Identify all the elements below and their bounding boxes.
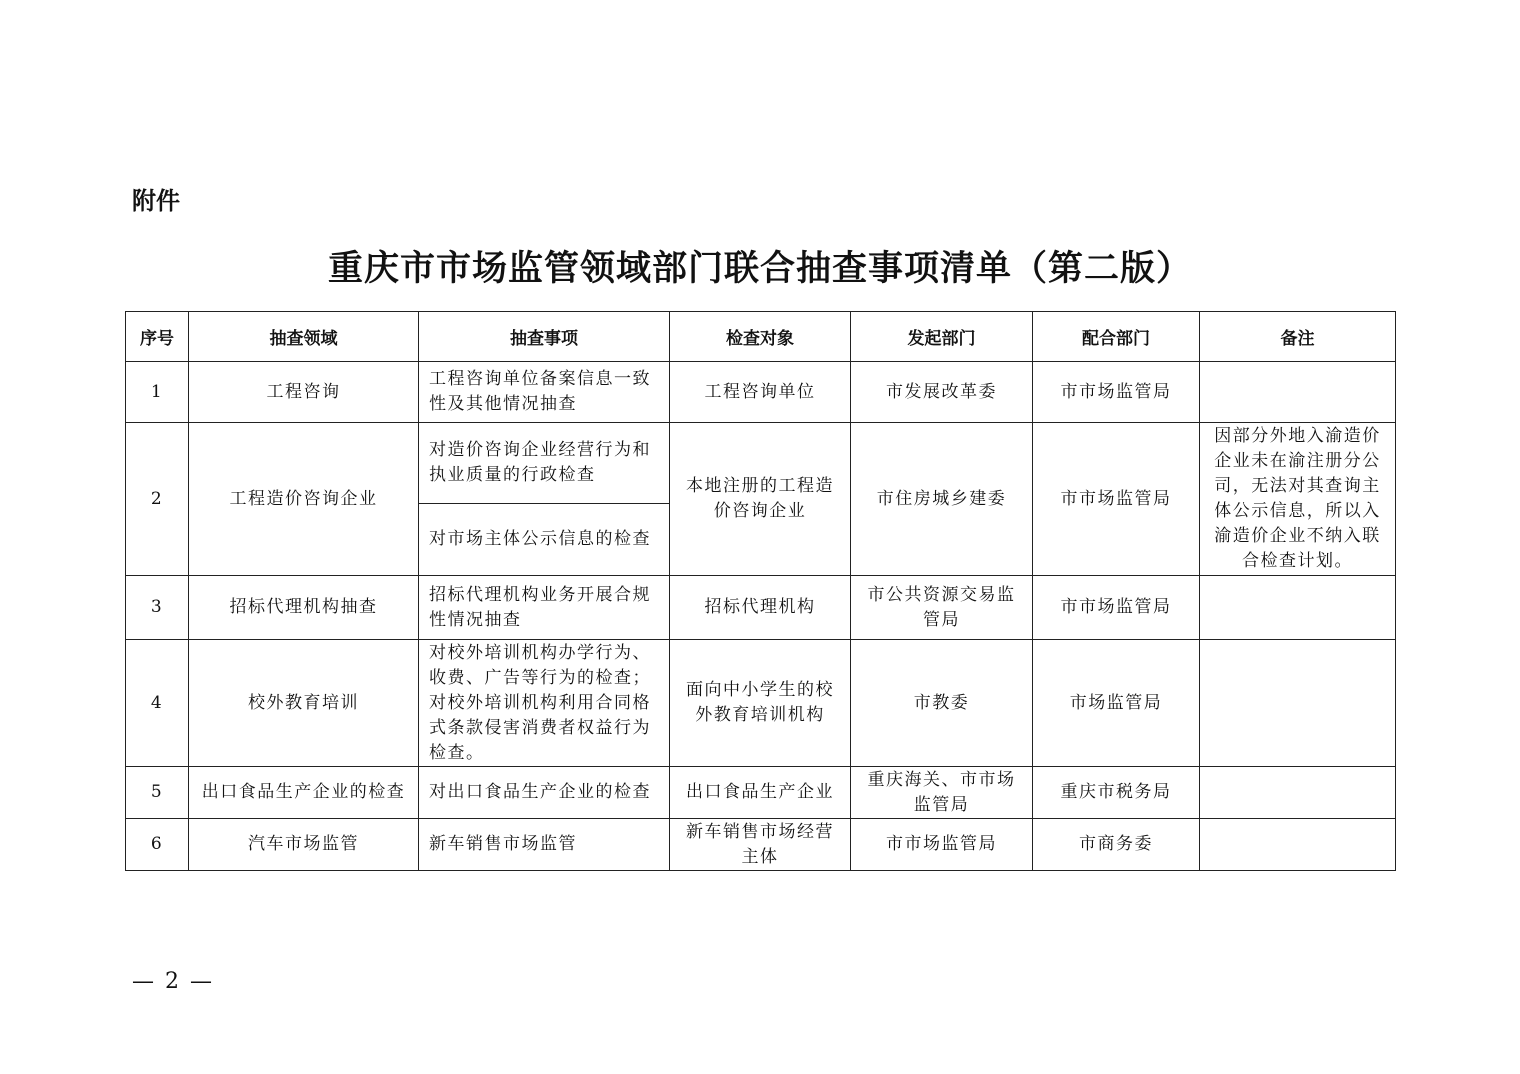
header-target: 检查对象 — [670, 312, 851, 362]
cell-cooperator: 市市场监管局 — [1033, 362, 1200, 423]
header-no: 序号 — [126, 312, 189, 362]
cell-cooperator: 重庆市税务局 — [1033, 767, 1200, 819]
header-domain: 抽查领域 — [189, 312, 419, 362]
cell-initiator: 市公共资源交易监管局 — [851, 576, 1033, 640]
cell-target: 面向中小学生的校外教育培训机构 — [670, 640, 851, 767]
cell-target: 本地注册的工程造价咨询企业 — [670, 423, 851, 576]
cell-initiator: 市发展改革委 — [851, 362, 1033, 423]
cell-target: 工程咨询单位 — [670, 362, 851, 423]
table-row — [126, 767, 1396, 819]
cell-no: 5 — [126, 767, 189, 819]
table-row — [126, 819, 1396, 871]
cell-initiator: 市住房城乡建委 — [851, 423, 1033, 576]
cell-item: 招标代理机构业务开展合规性情况抽查 — [419, 576, 670, 640]
cell-cooperator: 市商务委 — [1033, 819, 1200, 871]
table-row — [126, 640, 1396, 767]
cell-no: 4 — [126, 640, 189, 767]
cell-remark — [1200, 819, 1396, 871]
cell-initiator: 重庆海关、市市场监管局 — [851, 767, 1033, 819]
cell-domain: 工程造价咨询企业 — [189, 423, 419, 576]
attachment-label: 附件 — [132, 187, 180, 215]
table-row — [126, 576, 1396, 640]
cell-remark — [1200, 362, 1396, 423]
cell-item: 工程咨询单位备案信息一致性及其他情况抽查 — [419, 362, 670, 423]
cell-domain: 汽车市场监管 — [189, 819, 419, 871]
header-cooperator: 配合部门 — [1033, 312, 1200, 362]
cell-remark — [1200, 767, 1396, 819]
header-initiator: 发起部门 — [851, 312, 1033, 362]
table-header-row — [126, 312, 1396, 362]
inspection-checklist-table — [125, 311, 1396, 871]
cell-target: 新车销售市场经营主体 — [670, 819, 851, 871]
cell-item: 新车销售市场监管 — [419, 819, 670, 871]
cell-target: 招标代理机构 — [670, 576, 851, 640]
cell-remark: 因部分外地入渝造价企业未在渝注册分公司，无法对其查询主体公示信息，所以入渝造价企业不纳入联合检查计划。 — [1200, 423, 1396, 576]
cell-cooperator: 市市场监管局 — [1033, 576, 1200, 640]
cell-cooperator: 市场监管局 — [1033, 640, 1200, 767]
cell-target: 出口食品生产企业 — [670, 767, 851, 819]
cell-initiator: 市市场监管局 — [851, 819, 1033, 871]
document-title: 重庆市市场监管领域部门联合抽查事项清单（第二版） — [327, 248, 1192, 289]
header-items: 抽查事项 — [419, 312, 670, 362]
table-row — [126, 423, 1396, 504]
table-row — [126, 362, 1396, 423]
cell-domain: 出口食品生产企业的检查 — [189, 767, 419, 819]
cell-domain: 招标代理机构抽查 — [189, 576, 419, 640]
cell-item: 对出口食品生产企业的检查 — [419, 767, 670, 819]
cell-remark — [1200, 576, 1396, 640]
cell-no: 6 — [126, 819, 189, 871]
cell-initiator: 市教委 — [851, 640, 1033, 767]
cell-cooperator: 市市场监管局 — [1033, 423, 1200, 576]
cell-item: 对造价咨询企业经营行为和执业质量的行政检查 — [419, 423, 670, 504]
cell-no: 2 — [126, 423, 189, 576]
cell-item: 对校外培训机构办学行为、收费、广告等行为的检查；对校外培训机构利用合同格式条款侵害消费者权益行为检查。 — [419, 640, 670, 767]
cell-domain: 校外教育培训 — [189, 640, 419, 767]
cell-no: 3 — [126, 576, 189, 640]
cell-no: 1 — [126, 362, 189, 423]
cell-remark — [1200, 640, 1396, 767]
cell-domain: 工程咨询 — [189, 362, 419, 423]
cell-item: 对市场主体公示信息的检查 — [419, 504, 670, 576]
header-remark: 备注 — [1200, 312, 1396, 362]
page-number: — 2 — — [132, 969, 214, 994]
